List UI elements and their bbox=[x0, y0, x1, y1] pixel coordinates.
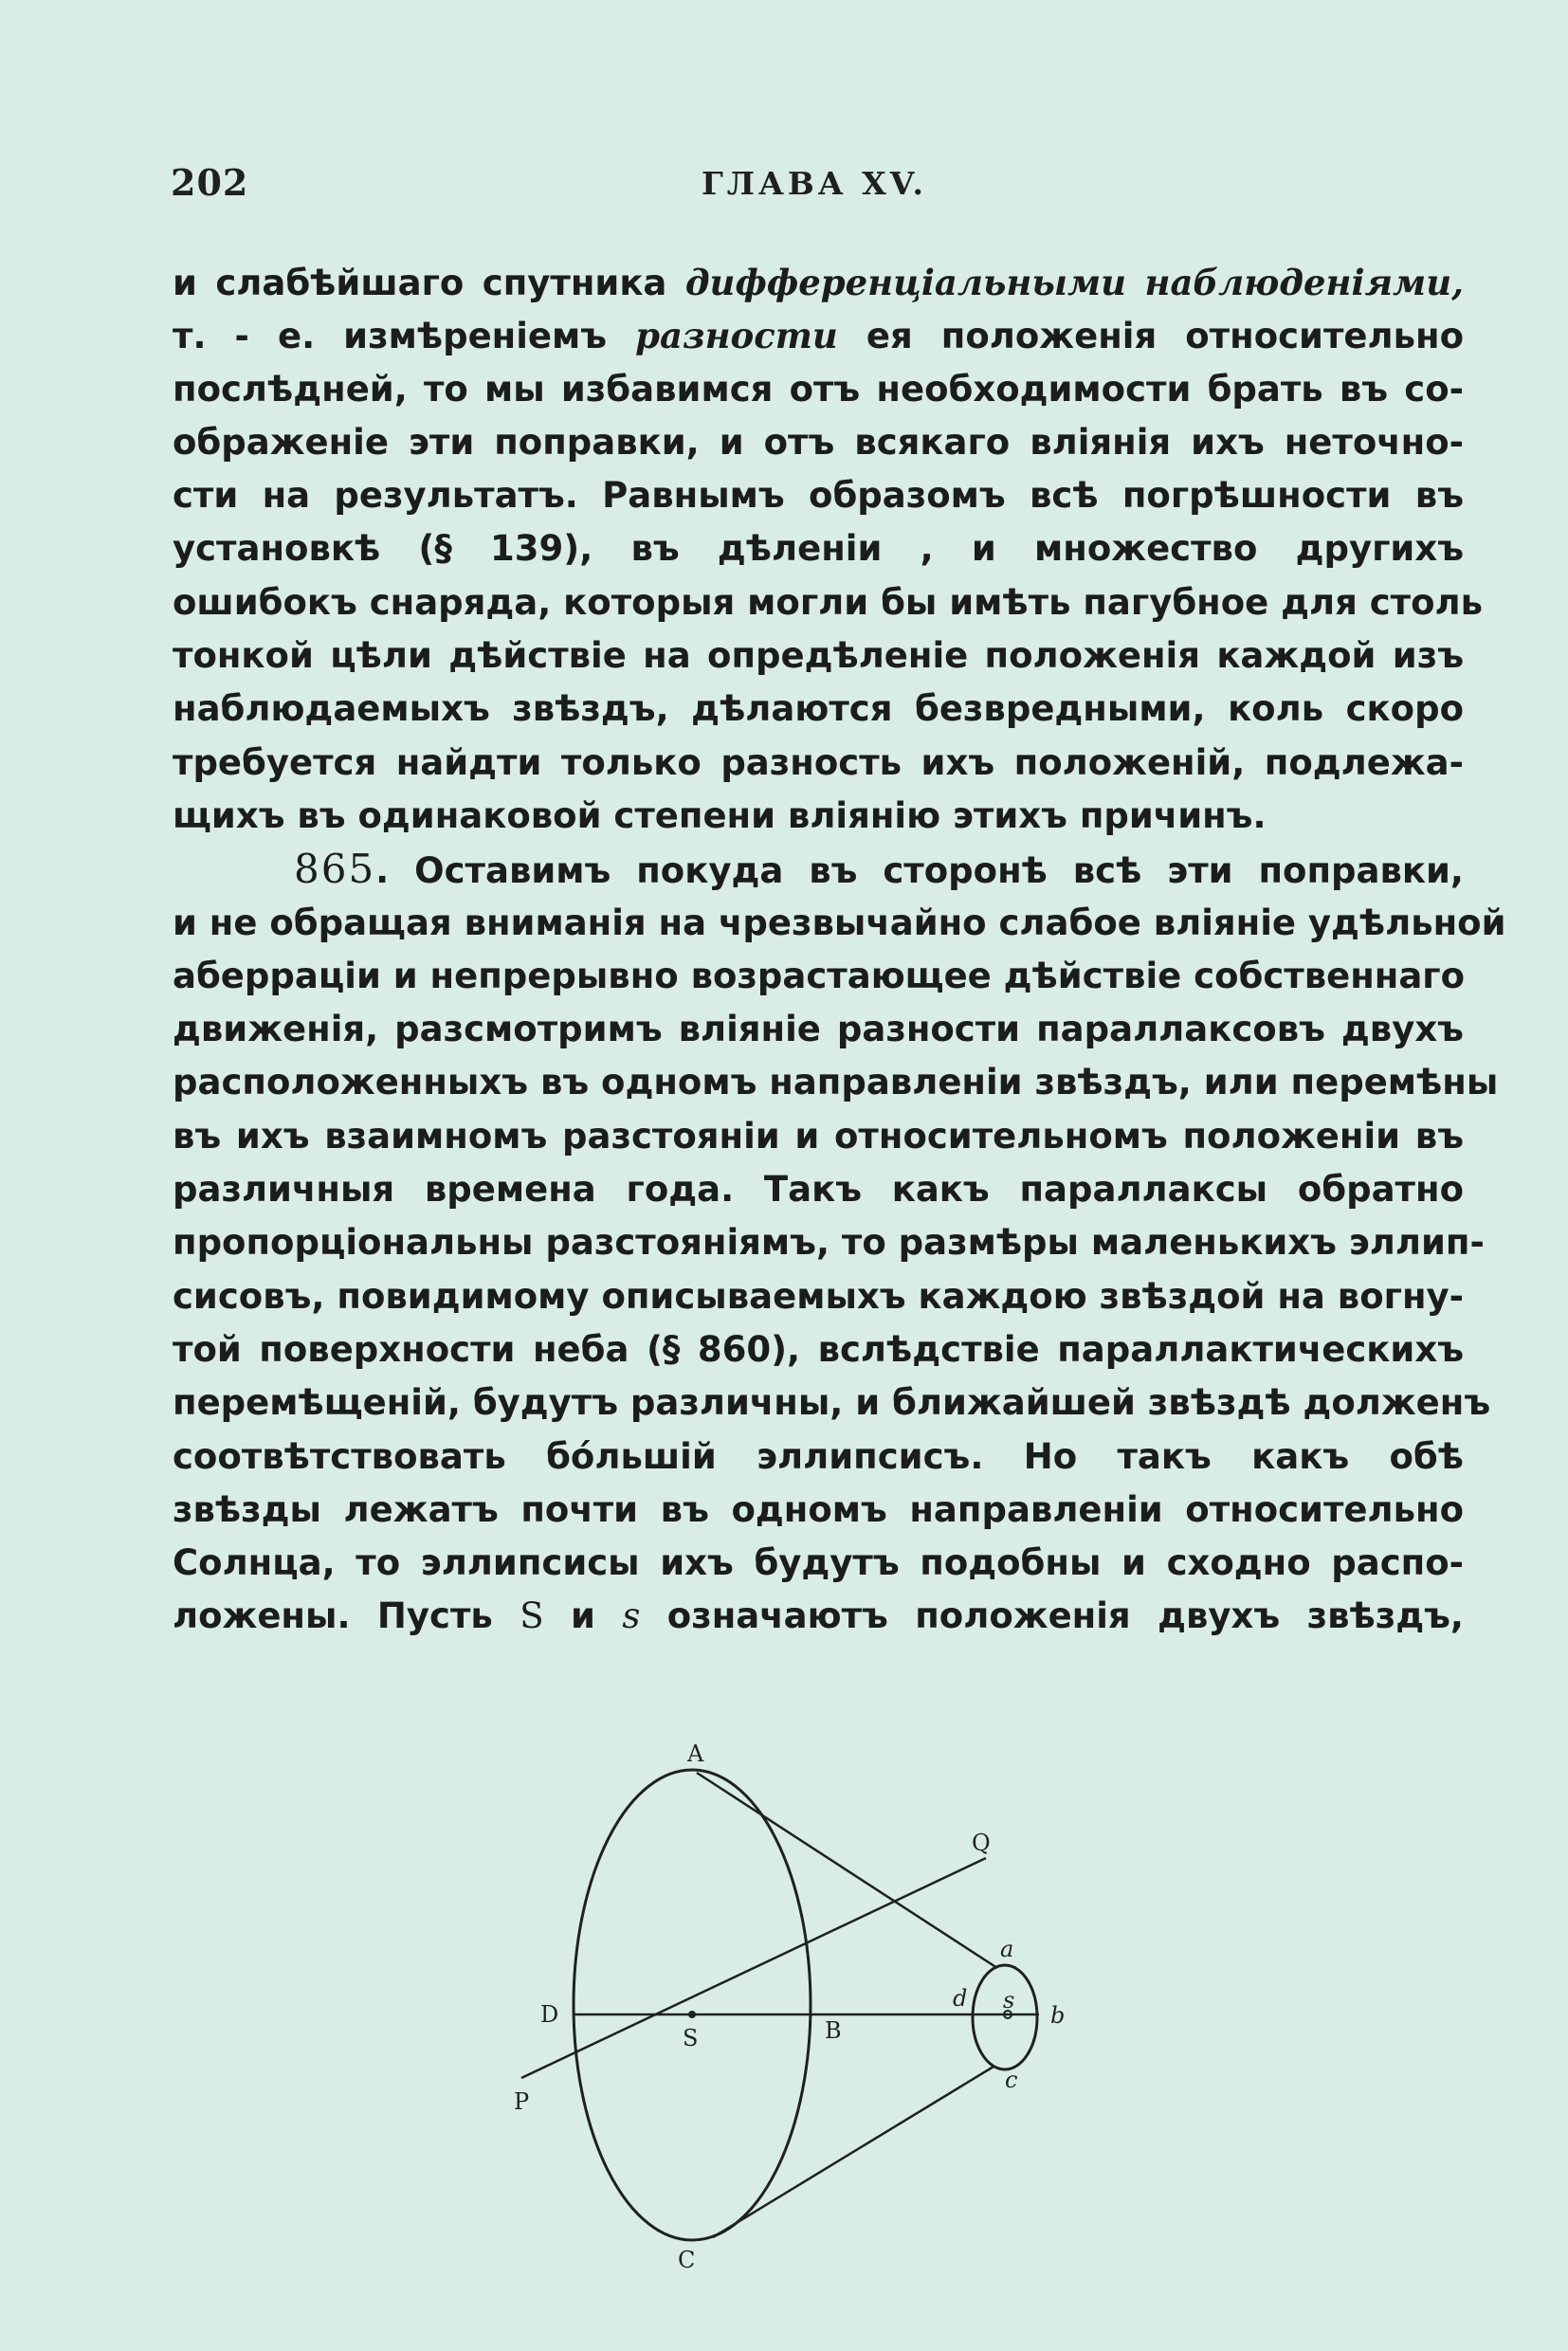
parallax-diagram bbox=[493, 1744, 1081, 2275]
line-pq bbox=[521, 1858, 986, 2078]
text-line: различныя времена года. Такъ какъ параллаксы обратно bbox=[173, 1169, 1464, 1211]
label-B: B bbox=[825, 2017, 842, 2044]
text-line: сти на результатъ. Равнымъ образомъ всѣ погрѣшности въ bbox=[173, 475, 1464, 517]
label-A: A bbox=[687, 1744, 704, 1767]
text-line: пропорціональны разстояніямъ, то размѣры маленькихъ эллип- bbox=[173, 1222, 1485, 1264]
page-number: 202 bbox=[171, 161, 249, 204]
text-line: ложены. Пусть S и s означаютъ положенія двухъ звѣздъ, bbox=[173, 1595, 1464, 1637]
text-line: расположенныхъ въ одномъ направленіи звѣздъ, или перемѣны bbox=[173, 1062, 1499, 1103]
tangent-upper bbox=[697, 1773, 997, 1968]
body-text bbox=[173, 256, 1506, 1644]
text-line: той поверхности неба (§ 860), вслѣдствіе параллактическихъ bbox=[173, 1328, 1464, 1370]
text-line: установкѣ (§ 139), въ дѣленіи , и множество другихъ bbox=[173, 528, 1464, 570]
text-line: аберраціи и непрерывно возрастающее дѣйствіе собственнаго bbox=[173, 955, 1466, 996]
section-number: 865 bbox=[294, 846, 376, 893]
text-line: и не обращая вниманія на чрезвычайно слабое вліяніе удѣльной bbox=[173, 902, 1506, 943]
text-line: наблюдаемыхъ звѣздъ, дѣлаются безвредными, коль скоро bbox=[173, 688, 1464, 730]
text-line: звѣзды лежатъ почти въ одномъ направленіи относительно bbox=[173, 1488, 1464, 1530]
page-header bbox=[171, 161, 1479, 209]
tangent-lower bbox=[713, 2067, 994, 2237]
label-c: c bbox=[1005, 2067, 1018, 2093]
label-b: b bbox=[1050, 2002, 1066, 2029]
text-line: ображеніе эти поправки, и отъ всякаго вліянія ихъ неточно- bbox=[173, 421, 1464, 463]
text-line: требуется найдти только разность ихъ положеній, подлежа- bbox=[173, 741, 1464, 783]
text-line: и слабѣйшаго спутника дифференціальными наблюденіями, bbox=[173, 262, 1464, 303]
text-line: сисовъ, повидимому описываемыхъ каждою звѣздой на вогну- bbox=[173, 1275, 1464, 1317]
text-line: соотвѣтствовать бóльшій эллипсисъ. Но такъ какъ обѣ bbox=[173, 1435, 1464, 1477]
running-head: ГЛАВА XV. bbox=[702, 165, 928, 202]
label-d: d bbox=[953, 1985, 968, 2012]
label-P: P bbox=[514, 2088, 530, 2115]
label-Q: Q bbox=[972, 1830, 991, 1856]
text-line: тонкой цѣли дѣйствіе на опредѣленіе положенія каждой изъ bbox=[173, 635, 1464, 677]
text-line: въ ихъ взаимномъ разстояніи и относительномъ положеніи въ bbox=[173, 1115, 1464, 1157]
label-D: D bbox=[540, 2001, 559, 2028]
label-S: S bbox=[683, 2025, 699, 2051]
text-line: движенія, разсмотримъ вліяніе разности параллаксовъ двухъ bbox=[173, 1009, 1464, 1050]
text-line: 865. Оставимъ покуда въ сторонѣ всѣ эти поправки, bbox=[294, 846, 1464, 893]
emphasis: разности bbox=[635, 315, 838, 357]
text-line: Солнца, то эллипсисы ихъ будутъ подобны и сходно распо- bbox=[173, 1542, 1464, 1584]
text-line: щихъ въ одинаковой степени вліянію этихъ причинъ. bbox=[173, 794, 1267, 836]
text-line: послѣдней, то мы избавимся отъ необходимости брать въ со- bbox=[173, 368, 1464, 410]
large-ellipse bbox=[574, 1770, 811, 2240]
emphasis: дифференціальными наблюденіями, bbox=[684, 262, 1464, 303]
text-line: т. - е. измѣреніемъ разности ея положенія относительно bbox=[173, 315, 1464, 357]
star-S-point bbox=[688, 2011, 696, 2018]
label-s: s bbox=[1003, 1987, 1015, 2014]
text-line: перемѣщеній, будутъ различны, и ближайшей звѣздѣ долженъ bbox=[173, 1382, 1491, 1424]
label-a: a bbox=[1000, 1936, 1014, 1962]
text-line: ошибокъ снаряда, которыя могли бы имѣть пагубное для столь bbox=[173, 581, 1484, 623]
label-C: C bbox=[678, 2247, 696, 2273]
